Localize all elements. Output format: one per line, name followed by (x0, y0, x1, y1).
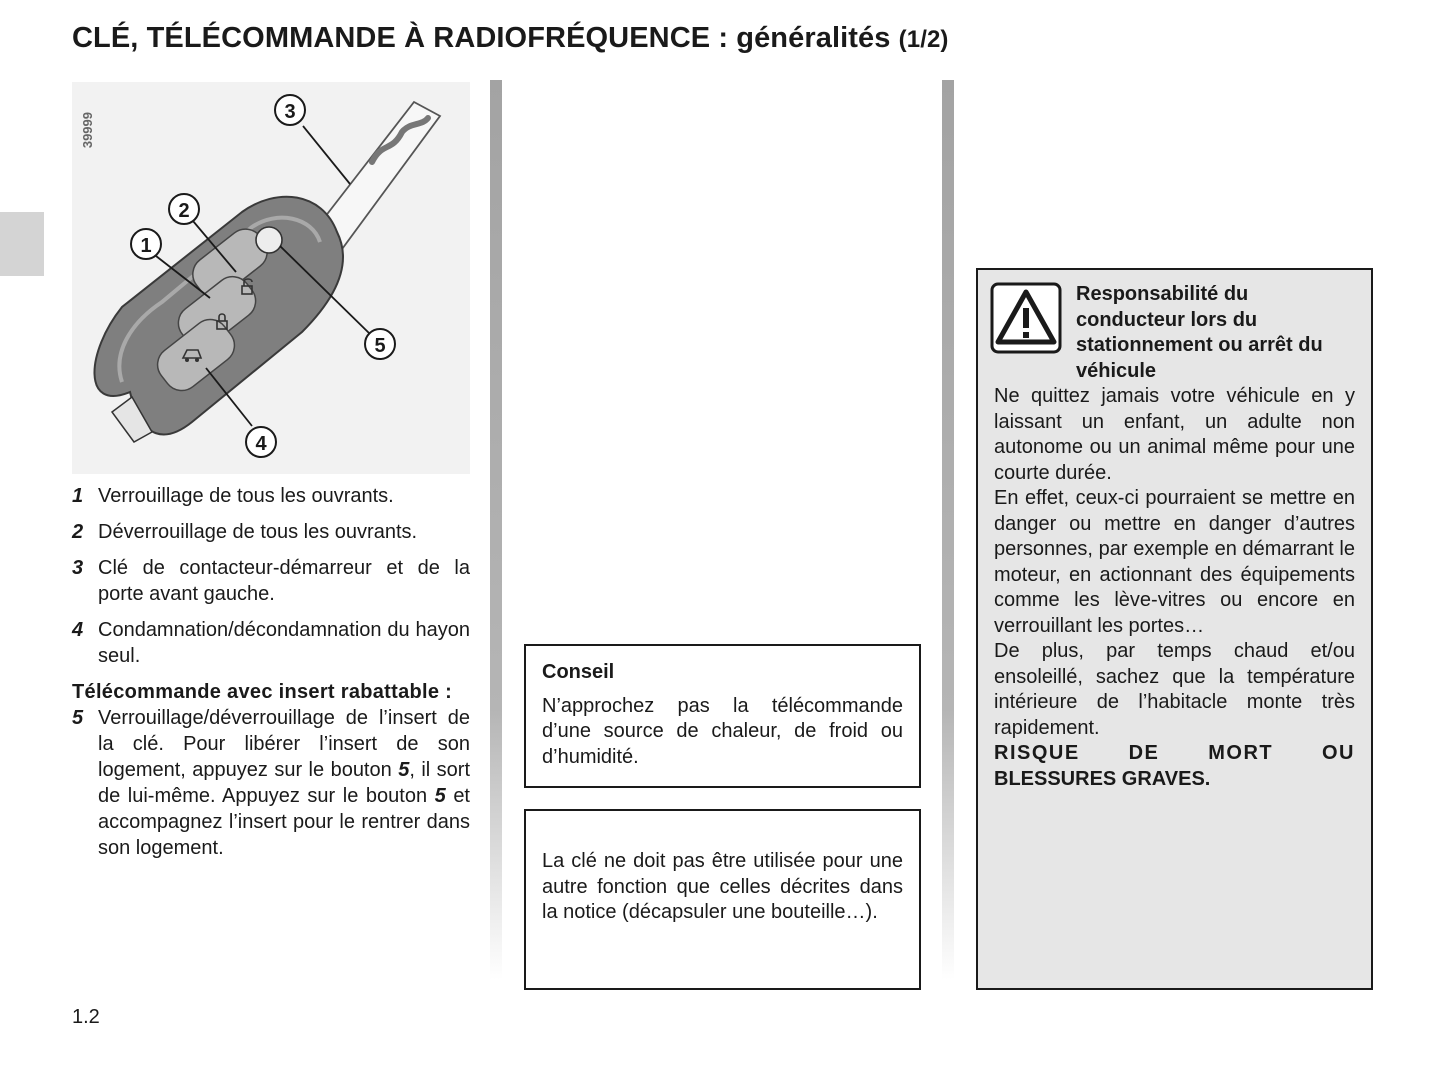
page-title (72, 22, 949, 55)
advice-body: N’approchez pas la télécommande d’une source de chaleur, de froid ou d’humidité. (542, 694, 903, 768)
callout-2-label: 2 (178, 200, 190, 222)
button-ref: 5 (398, 759, 410, 781)
callout-3-label: 3 (284, 101, 296, 123)
legend-item-number: 3 (72, 557, 84, 579)
legend-item-number: 4 (72, 619, 84, 641)
warning-paragraph-2: En effet, ceux-ci pourraient se mettre en danger ou mettre en danger d’autres personnes, par exemple en démarrant le moteur, en actionnant des équipements comme les lève-vitres ou encore en verrouillant les portes… (994, 487, 1355, 637)
legend-item-text: Condamnation/décondamnation du hayon seul. (98, 619, 470, 667)
release-button (256, 227, 282, 253)
warning-title: Responsabilité du conducteur lors du stationnement ou arrêt du véhicule (1076, 283, 1323, 382)
legend-item-number: 2 (72, 521, 84, 543)
legend-item (72, 555, 470, 607)
column-divider-left (490, 80, 502, 980)
warning-triangle-icon (990, 282, 1062, 354)
figure-ref-code: 39999 (80, 112, 95, 149)
note-box (524, 809, 921, 990)
legend-item-number: 5 (72, 707, 84, 729)
callout-5-label: 5 (374, 335, 386, 357)
callout-2 (169, 194, 199, 224)
callout-3 (275, 95, 305, 125)
callout-1-label: 1 (140, 235, 152, 257)
page-number: 1.2 (72, 1006, 100, 1028)
note-body: La clé ne doit pas être utilisée pour une autre fonction que celles décrites dans la notice (décapsuler une bouteille…). (542, 850, 903, 923)
legend-list (72, 483, 470, 861)
key-figure (72, 82, 470, 474)
page-title-main: CLÉ, TÉLÉCOMMANDE À RADIOFRÉQUENCE : généralités (72, 22, 891, 54)
callout-4-label: 4 (255, 433, 267, 455)
legend-item-text: Déverrouillage de tous les ouvrants. (98, 521, 418, 543)
advice-title: Conseil (542, 661, 615, 683)
legend-item-text: et accompagnez l’insert pour le rentrer dans son logement. (98, 785, 470, 859)
page-title-suffix: (1/2) (898, 26, 949, 53)
legend-item-text: Verrouillage/déverrouillage de l’insert de la clé. Pour libérer l’insert de son logement, appuyez sur le bouton (98, 707, 470, 781)
advice-box (524, 644, 921, 788)
remote-subheading: Télécommande avec insert rabattable : (72, 681, 453, 703)
button-ref: 5 (434, 785, 446, 807)
chapter-side-tab (0, 212, 44, 276)
callout-4 (246, 427, 276, 457)
legend-item-text: Verrouillage de tous les ouvrants. (98, 485, 394, 507)
column-divider-right (942, 80, 954, 980)
legend-item (72, 483, 470, 509)
warning-risk-line-1: RISQUE DE MORT OU (994, 742, 1355, 764)
warning-paragraph-3: De plus, par temps chaud et/ou ensoleillé, sachez que la température intérieure de l’habitacle monte très rapidement. (994, 640, 1355, 739)
callout-5 (365, 329, 395, 359)
legend-item-5 (72, 705, 470, 861)
legend-item-text: , il sort de lui-même. Appuyez sur le bouton (98, 759, 470, 807)
legend-item (72, 617, 470, 669)
legend-item (72, 519, 470, 545)
callout-1 (131, 229, 161, 259)
legend-item-text: Clé de contacteur-démarreur et de la porte avant gauche. (98, 557, 470, 605)
warning-box (976, 268, 1373, 990)
legend-item-number: 1 (72, 485, 84, 507)
warning-paragraph-1: Ne quittez jamais votre véhicule en y laissant un enfant, un adulte non autonome ou un animal même pour une courte durée. (994, 385, 1355, 484)
warning-risk-line-2: BLESSURES GRAVES. (994, 767, 1211, 790)
